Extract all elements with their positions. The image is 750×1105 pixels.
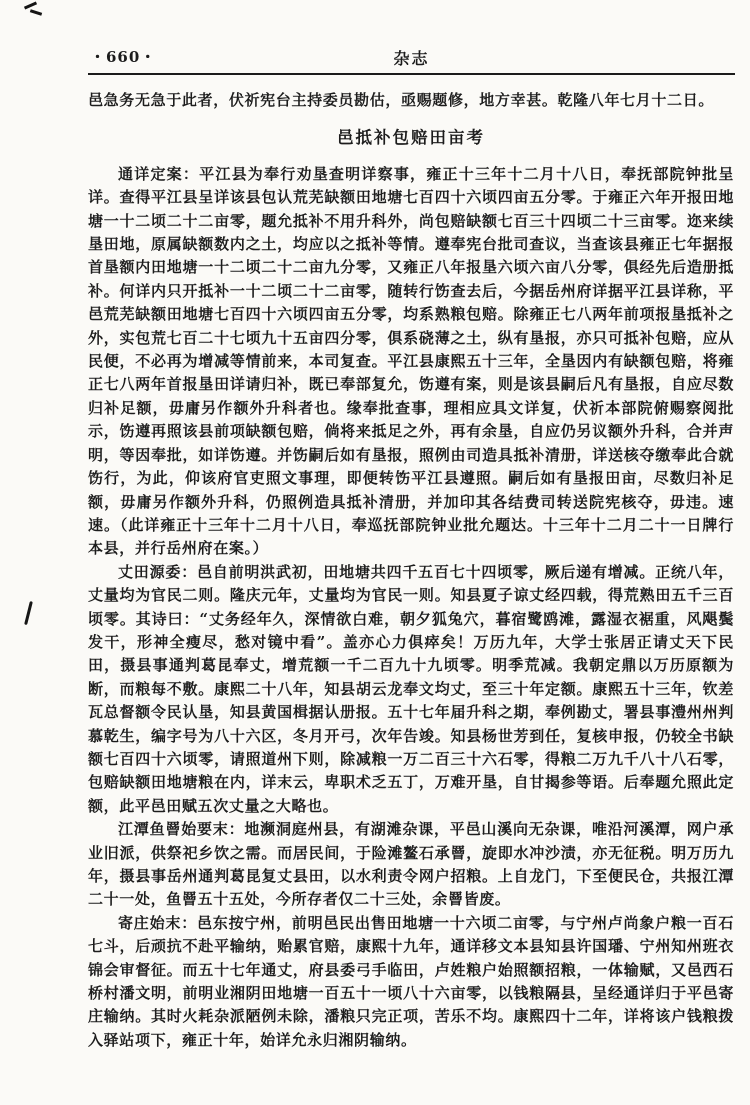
paragraph-zhangtian-yuanwei: 丈田源委：邑自前明洪武初，田地塘共四千五百七十四顷零，厥后递有增减。正统八年，丈量均为官民二则。隆庆元年，丈量均为官民一则。知县夏子谅丈经四载，得荒熟田五千三百顷零。其诗曰：“丈务经年久，深情欲白难，朝夕狐兔穴，暮宿鹭鸥滩，露湿衣裾重，风飓鬓发干，形神全瘦尽，愁对镜中看”。盖亦心力俱瘁矣！万历九年，大学士张居正请丈天下民田，摄县事通判葛昆奉丈，增荒额一千二百九十九顷零。明季荒减。我朝定鼎以万历原额为断，而粮每不敷。康熙二十八年，知县胡云龙奉文均丈，至三十年定额。康熙五十三年，钦差瓦总督额令民认垦，知县黄国楫据认册报。五十七年届升科之期，奉例勘丈，署县事澧州州判慕乾生，编字号为八十六区，冬月开弓，次年告竣。知县杨世芳到任，复核申报，仍较全书缺额七百四十六顷零，请照道州下则，除减粮一万二百三十六石零，得粮二万九千八十八石零，包赔缺额田地塘粮在内，详末云，卑职术乏五丁，万难开垦，自甘揭参等语。后奉题允照此定额，此平邑田赋五次丈量之大略也。	[88, 562, 734, 815]
running-head: 杂志	[393, 49, 430, 68]
scan-artifact	[24, 601, 32, 625]
scan-artifact	[30, 9, 42, 16]
paragraph-tongxiang-dingan: 通详定案：平江县为奉行劝垦查明详察事，雍正十三年十二月十八日，奉抚部院钟批呈详。查得平江县呈详该县包认荒芜缺额田地塘七百四十六顷四亩五分零。于雍正六年开报田地塘一十二顷二十二亩零，题允抵补不用升科外，尚包赔缺额七百三十四顷二十三亩零。迩来续垦田地，原属缺额数内之土，均应以之抵补等情。遵奉宪台批司查议，当查该县雍正七年据报首垦额内田地塘一十二顷二十二亩九分零，又雍正八年报垦六顷六亩八分零，俱经先后造册抵补。何详内只开抵补一十二顷二十二亩零，随转行饬查去后，今据岳州府详据平江县详称，平邑荒芜缺额田地塘七百四十六顷四亩五分零，均系熟粮包赔。除雍正七八两年前项报垦抵补之外，实包荒七百二十七顷九十五亩四分零，俱系硗薄之土，纵有垦报，亦只可抵补包赔，应从民便，不必再为增减等情前来，本司复查。平江县康熙五十三年，全垦因内有缺额包赔，将雍正七八两年首报垦田详请归补，既已奉部复允，饬遵有案，则是该县嗣后凡有垦报，自应尽数归补足额，毋庸另作额外升科者也。缘奉批查事，理相应具文详复，伏祈本部院俯赐察阅批示，饬遵再照该县前项缺额包赔，倘将来抵足之外，再有余垦，自应仍另议额外升科，合并声明，等因奉批，如详饬遵。并饬嗣后如有垦报，照例由司造具抵补清册，详送核夺缴奉此合就饬行，为此，仰该府官吏照文事理，即便转饬平江县遵照。嗣后如有垦报田亩，尽数归补足额，毋庸另作额外升科，仍照例造具抵补清册，并加印其各结费司转送院宪核夺，毋违。速速。（此详雍正十三年十二月十八日，奉巡抚部院钟业批允题达。十三年十二月二十一日牌行本县，并行岳州府在案。）	[88, 164, 734, 558]
article-title: 邑抵补包赔田亩考	[337, 128, 485, 148]
page-body	[88, 89, 734, 1052]
intro-paragraph: 邑急务无急于此者，伏祈宪台主持委员勘估，亟赐题修，地方幸甚。乾隆八年七月十二日。	[88, 91, 715, 109]
page-header	[88, 0, 735, 68]
paragraph-jizhuang-shimo: 寄庄始末：邑东按宁州，前明邑民出售田地塘一十六顷二亩零，与宁州卢尚象户粮一百石七斗，后顽抗不赴平输纳，贻累官赔，康熙十九年，通详移文本县知县许国璠、宁州知州班衣锦会审督征。而五十七年通丈，府县委弓手临田，卢姓粮户始照额招粮，一体输赋，又邑西石桥村潘文明，前明业湘阴田地塘一百五十一顷八十六亩零，以钱粮隔县，呈经通详归于平邑寄庄输纳。其时火耗杂派陋例未除，潘粮只完正项，苦乐不均。康熙四十二年，详将该户钱粮拨入驿站项下，雍正十年，始详允永归湘阴输纳。	[88, 913, 734, 1049]
paragraph-jiangtan-yuzeng: 江潭鱼罾始要末：地濒洞庭州县，有湖滩杂课，平邑山溪向无杂课，唯沿河溪潭，网户承业旧派，供祭祀乡饮之需。而居民间，于险滩鳌石承罾，旋即水冲沙渍，亦无征税。明万历九年，摄县事岳州通判葛昆复丈县田，以水利责令网户招粮。上自龙门，下至便民仓，共报江潭二十一处，鱼罾五十五处，今所存者仅二十三处，余罾皆废。	[88, 820, 734, 909]
header-rule	[88, 73, 735, 75]
page-number: ・660・	[90, 48, 157, 66]
